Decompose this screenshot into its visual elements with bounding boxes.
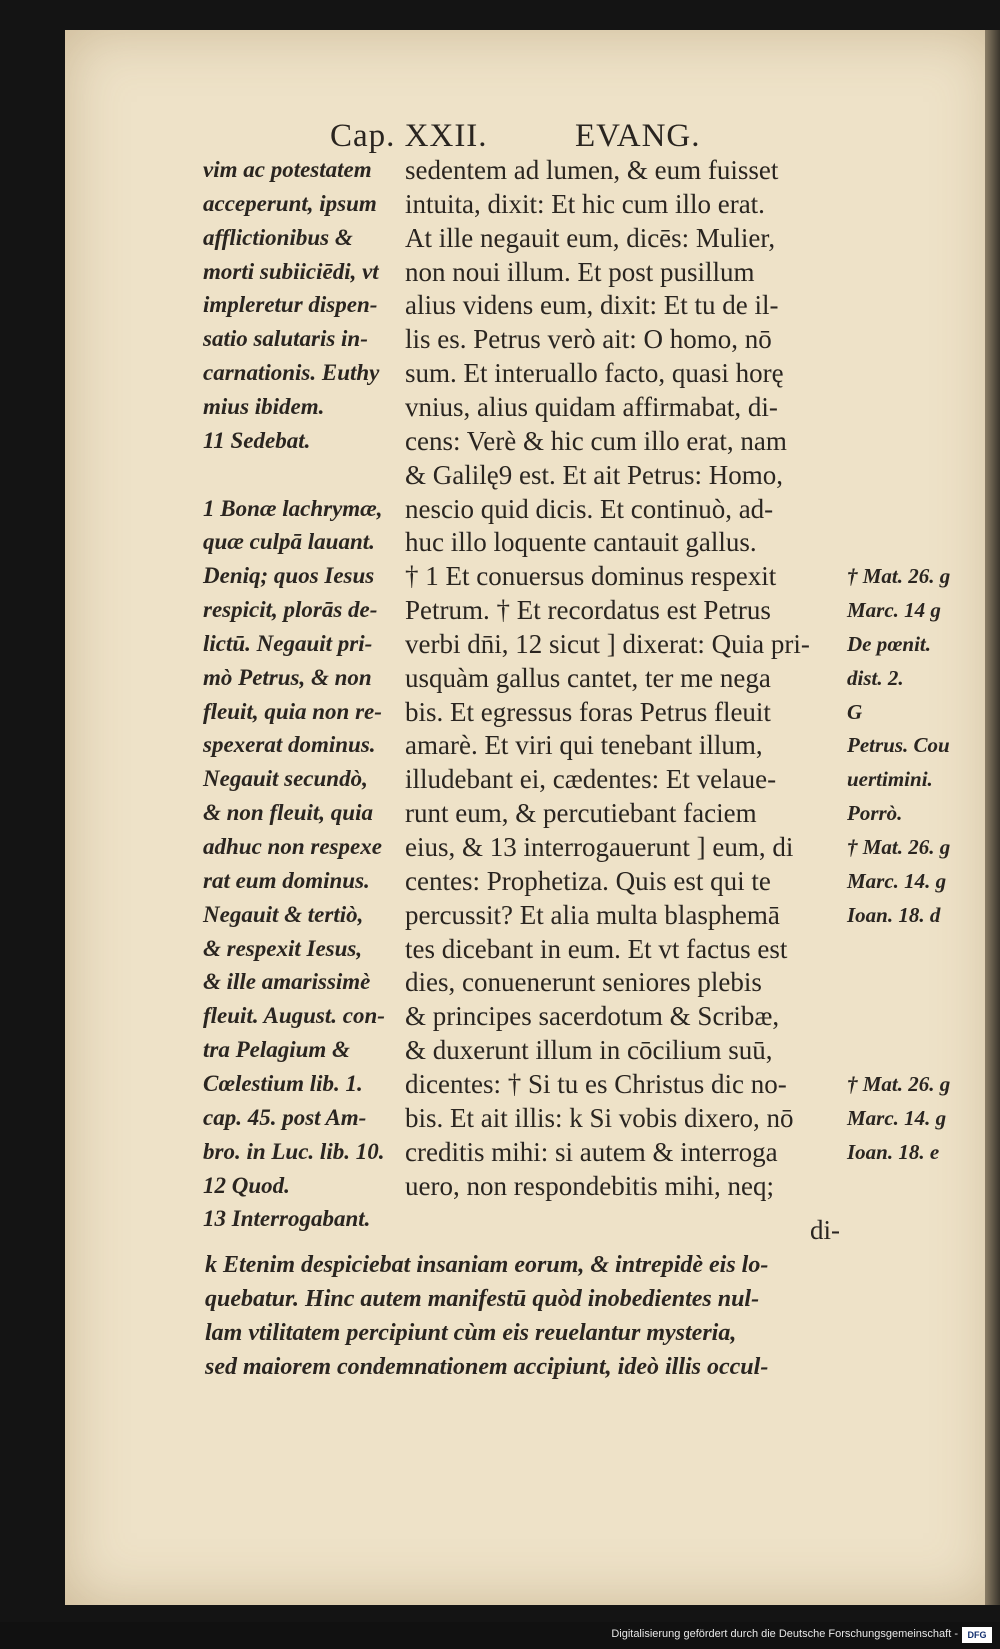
catchword: di- [810,1215,840,1245]
margin-reference: De pœnit. [847,632,931,656]
main-text-line: At ille negauit eum, dicēs: Mulier, [405,223,776,253]
gloss-line: 13 Interrogabant. [203,1206,371,1231]
digitization-footer [0,1622,1000,1649]
gloss-line: 1 Bonæ lachrymæ, [203,496,383,521]
gloss-line: fleuit, quia non re- [203,699,382,724]
margin-reference: Marc. 14. g [847,1106,947,1130]
gloss-line: lictū. Negauit pri- [203,631,373,656]
main-text-line: creditis mihi: si autem & interroga [405,1137,778,1167]
dfg-logo: DFG [962,1627,992,1643]
gloss-line: & respexit Iesus, [203,936,363,961]
main-text-line: nescio quid dicis. Et continuò, ad- [405,494,774,524]
main-text-line: centes: Prophetiza. Quis est qui te [405,866,771,896]
gloss-line: tra Pelagium & [203,1037,350,1062]
margin-reference: Ioan. 18. e [847,1140,940,1164]
gloss-line: impleretur dispen- [203,292,378,317]
main-text-line: huc illo loquente cantauit gallus. [405,527,757,557]
gloss-line: & non fleuit, quia [203,800,373,825]
gloss-line: Deniq; quos Iesus [203,563,375,588]
margin-reference: dist. 2. [847,666,904,690]
main-text-line: intuita, dixit: Et hic cum illo erat. [405,189,765,219]
margin-reference: uertimini. [847,767,933,791]
main-text-line: Petrum. † Et recordatus est Petrus [405,595,771,625]
gloss-line: respicit, plorās de- [203,597,378,622]
main-text-line: alius videns eum, dixit: Et tu de il- [405,290,779,320]
chapter-heading: Cap. XXII. [330,118,488,154]
gloss-line: Negauit secundò, [203,766,368,791]
main-text-line: runt eum, & percutiebant faciem [405,798,757,828]
main-text-line: vnius, alius quidam affirmabat, di- [405,392,778,422]
margin-reference: † Mat. 26. g [847,564,951,588]
main-text-line: & duxerunt illum in cōcilium suū, [405,1035,773,1065]
main-text-line: dies, conuenerunt seniores plebis [405,967,762,997]
footnote-line: k Etenim despiciebat insaniam eorum, & intrepidè eis lo- [205,1252,769,1278]
margin-reference: Porrò. [847,801,903,825]
main-text-line: illudebant ei, cædentes: Et velaue- [405,764,777,794]
gloss-line: quæ culpā lauant. [203,529,375,554]
gloss-line: morti subiiciēdi, vt [203,259,379,284]
main-text-line: tes dicebant in eum. Et vt factus est [405,934,788,964]
gloss-line: 12 Quod. [203,1173,290,1198]
footnote-line: quebatur. Hinc autem manifestū quòd inobedientes nul- [205,1286,760,1312]
gloss-line: 11 Sedebat. [203,428,311,453]
running-title: EVANG. [575,118,701,154]
gloss-line: mius ibidem. [203,394,325,419]
main-text-line: uero, non respondebitis mihi, neq; [405,1171,774,1201]
main-text-line: † 1 Et conuersus dominus respexit [405,561,777,591]
main-text-line: & Galilę9 est. Et ait Petrus: Homo, [405,460,783,490]
gloss-line: fleuit. August. con- [203,1003,385,1028]
margin-reference: G [847,700,863,724]
main-text-line: sum. Et interuallo facto, quasi horę [405,358,784,388]
margin-reference: † Mat. 26. g [847,835,951,859]
gloss-line: afflictionibus & [203,225,353,250]
gloss-line: satio salutaris in- [203,326,368,351]
main-text-line: amarè. Et viri qui tenebant illum, [405,730,763,760]
main-text-line: bis. Et ait illis: k Si vobis dixero, nō [405,1103,794,1133]
gloss-line: rat eum dominus. [203,868,370,893]
gloss-line: vim ac potestatem [203,157,372,182]
margin-reference: Petrus. Cou [847,733,950,757]
margin-reference: † Mat. 26. g [847,1072,951,1096]
margin-reference: Marc. 14. g [847,869,947,893]
main-text-line: dicentes: † Si tu es Christus dic no- [405,1069,787,1099]
page-edge [985,30,1000,1605]
main-text-line: non noui illum. Et post pusillum [405,257,755,287]
margin-reference: Marc. 14 g [847,598,941,622]
main-text-line: percussit? Et alia multa blasphemā [405,900,780,930]
gloss-line: acceperunt, ipsum [203,191,377,216]
gloss-line: & ille amarissimè [203,969,371,994]
gloss-line: spexerat dominus. [203,732,376,757]
gloss-line: carnationis. Euthy [203,360,380,385]
main-text-line: bis. Et egressus foras Petrus fleuit [405,697,771,727]
main-text-line: verbi dn̄i, 12 sicut ] dixerat: Quia pri- [405,629,810,659]
main-text-line: usquàm gallus cantet, ter me nega [405,663,771,693]
main-text-line: eius, & 13 interrogauerunt ] eum, di [405,832,794,862]
gloss-line: bro. in Luc. lib. 10. [203,1139,385,1164]
gloss-line: adhuc non respexe [203,834,382,859]
gloss-line: cap. 45. post Am- [203,1105,367,1130]
footnote-line: sed maiorem condemnationem accipiunt, ideò illis occul- [205,1354,769,1380]
margin-reference: Ioan. 18. d [847,903,941,927]
footnote-line: lam vtilitatem percipiunt cùm eis reuelantur mysteria, [205,1320,737,1346]
funding-credit: Digitalisierung gefördert durch die Deutsche Forschungsgemeinschaft - [611,1628,958,1640]
main-text-line: sedentem ad lumen, & eum fuisset [405,155,779,185]
gloss-line: mò Petrus, & non [203,665,372,690]
main-text-line: & principes sacerdotum & Scribæ, [405,1001,780,1031]
gloss-line: Cœlestium lib. 1. [203,1071,363,1096]
main-text-line: lis es. Petrus verò ait: O homo, nō [405,324,772,354]
main-text-line: cens: Verè & hic cum illo erat, nam [405,426,787,456]
gloss-line: Negauit & tertiò, [203,902,364,927]
